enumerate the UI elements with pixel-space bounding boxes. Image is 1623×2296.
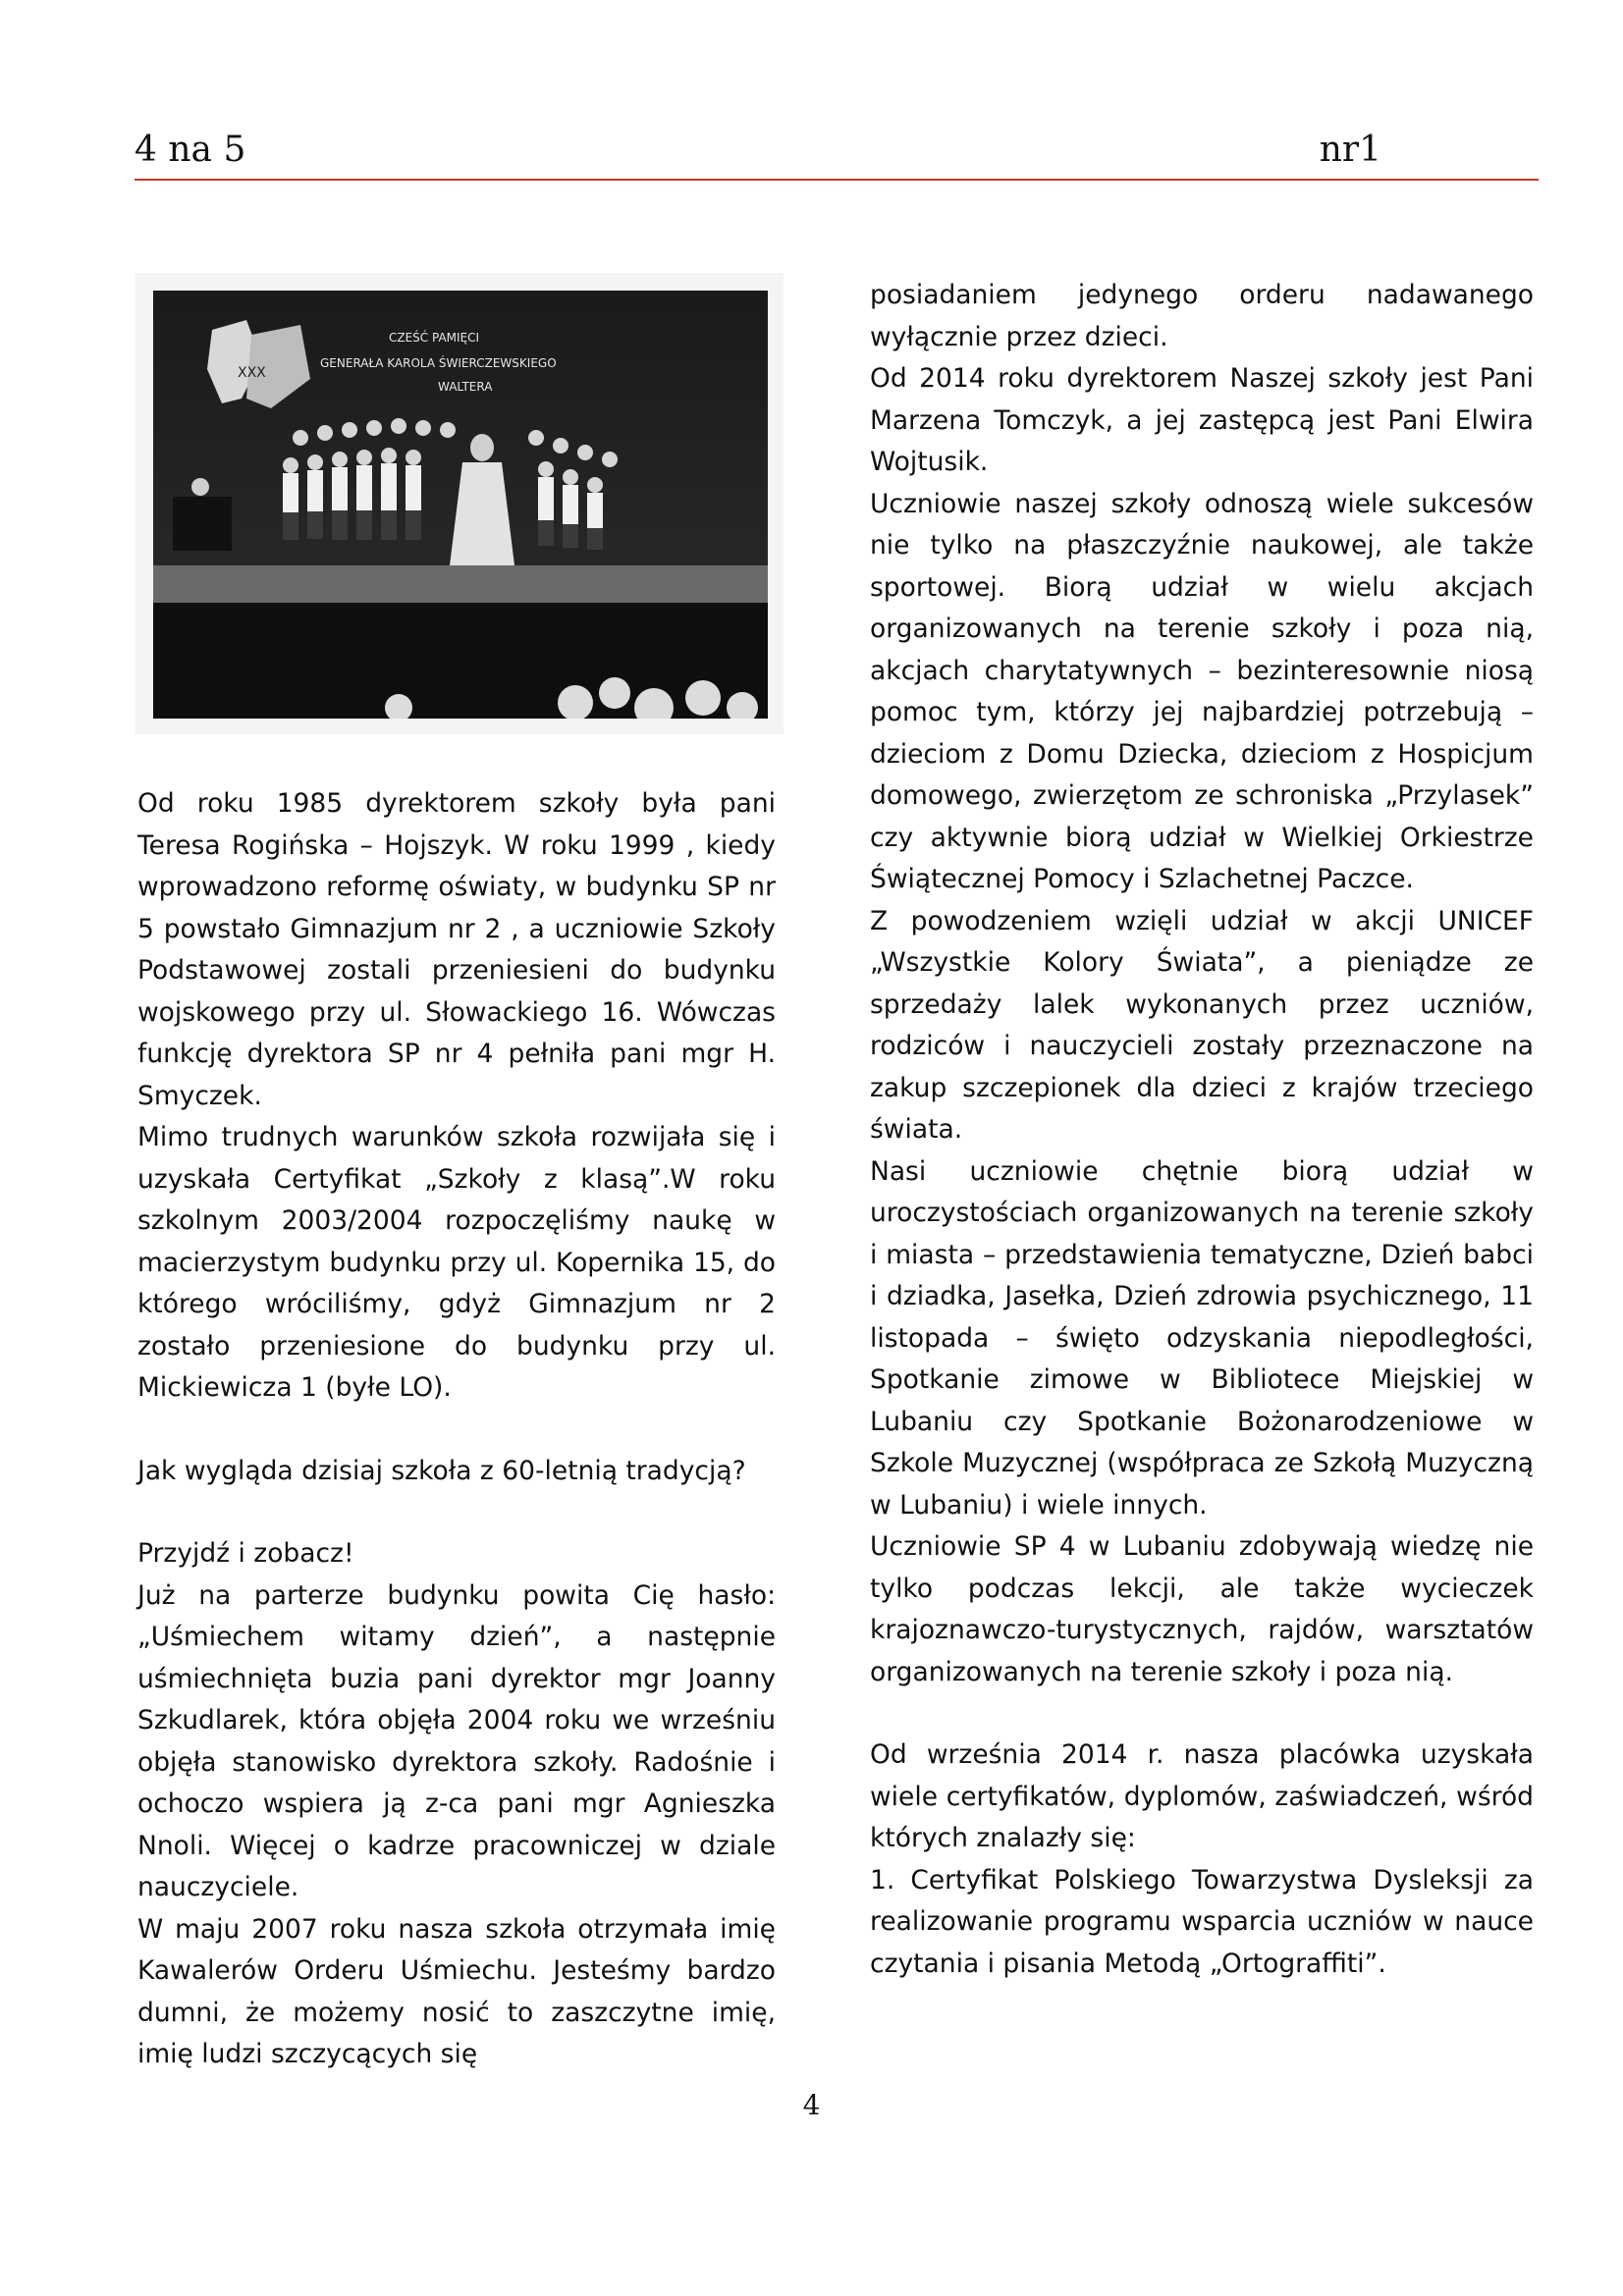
paragraph: Mimo trudnych warunków szkoła rozwijała się i uzyskała Certyfikat „Szkoły z klasą”.W roku szkolnym 2003/2004 rozpoczęliśmy naukę w macierzystym budynku przy ul. Kopernika 15, do którego wróciliśmy, gdyż Gimnazjum nr 2 zostało przeniesione do budynku przy ul. Mickiewicza 1 (byłe LO).	[137, 1122, 776, 1403]
paragraph: W maju 2007 roku nasza szkoła otrzymała imię Kawalerów Orderu Uśmiechu. Jesteśmy bardzo dumni, że możemy nosić to zaszczytne imię, imię ludzi szczycących się	[137, 1913, 776, 2069]
banner-emblem: XXX	[238, 365, 266, 381]
banner-line-1: CZEŚĆ PAMIĘCI	[389, 331, 480, 345]
left-column	[137, 783, 776, 2076]
paragraph: posiadaniem jedynego orderu nadawanego wyłącznie przez dzieci.	[870, 280, 1534, 352]
issue-number: nr1	[1319, 130, 1381, 170]
paragraph: Z powodzeniem wzięli udział w akcji UNICEF „Wszystkie Kolory Świata”, a pieniądze ze sprzedaży lalek wykonanych przez uczniów, rodziców i nauczycieli zostały przeznaczone na zakup szczepionek dla dzieci z krajów trzeciego świata.	[870, 905, 1534, 1145]
page-header	[135, 130, 1539, 181]
page-number: 4	[802, 2089, 821, 2121]
paragraph: Od września 2014 r. nasza placówka uzyskała wiele certyfikatów, dyplomów, zaświadczeń, wśród których znalazły się:	[870, 1739, 1534, 1853]
banner-line-3: WALTERA	[438, 380, 493, 394]
paragraph: Od 2014 roku dyrektorem Naszej szkoły jest Pani Marzena Tomczyk, a jej zastępcą jest Pani Elwira Wojtusik.	[870, 363, 1534, 477]
paragraph: Jak wygląda dzisiaj szkoła z 60-letnią tradycją?	[137, 1455, 746, 1486]
paragraph: Przyjdź i zobacz!	[137, 1538, 354, 1569]
banner-line-2: GENERAŁA KAROLA ŚWIERCZEWSKIEGO	[320, 356, 557, 370]
magazine-title: 4 na 5	[135, 130, 246, 170]
paragraph: Nasi uczniowie chętnie biorą udział w uroczystościach organizowanych na terenie szkoły i miasta – przedstawienia tematyczne, Dzień babci i dziadka, Jasełka, Dzień zdrowia psychicznego, 11 listopada – święto odzyskania niepodległości, Spotkanie zimowe w Bibliotece Miejskiej w Lubaniu czy Spotkanie Bożonarodzeniowe w Szkole Muzycznej (współpraca ze Szkołą Muzyczną w Lubaniu) i wiele innych.	[870, 1155, 1534, 1521]
right-column	[870, 275, 1534, 1985]
paragraph: Uczniowie SP 4 w Lubaniu zdobywają wiedzę nie tylko podczas lekcji, ale także wycieczek krajoznawczo-turystycznych, rajdów, warsztatów organizowanych na terenie szkoły i poza nią.	[870, 1531, 1534, 1687]
choir-photo-image	[153, 291, 768, 719]
paragraph: Od roku 1985 dyrektorem szkoły była pani Teresa Rogińska – Hojszyk. W roku 1999 , kiedy wprowadzono reformę oświaty, w budynku SP nr 5 powstało Gimnazjum nr 2 , a uczniowie Szkoły Podstawowej zostali przeniesieni do budynku wojskowego przy ul. Słowackiego 16. Wówczas funkcję dyrektora SP nr 4 pełniła pani mgr H. Smyczek.	[137, 788, 776, 1111]
paragraph: 1. Certyfikat Polskiego Towarzystwa Dysleksji za realizowanie programu wsparcia uczniów w nauce czytania i pisania Metodą „Ortograffiti”.	[870, 1864, 1534, 1979]
choir-photo	[135, 273, 784, 734]
paragraph: Już na parterze budynku powita Cię hasło: „Uśmiechem witamy dzień”, a następnie uśmiechnięta buzia pani dyrektor mgr Joanny Szkudlarek, która objęła 2004 roku we wrześniu objęła stanowisko dyrektora szkoły. Radośnie i ochoczo wspiera ją z-ca pani mgr Agnieszka Nnoli. Więcej o kadrze pracowniczej w dziale nauczyciele.	[137, 1579, 776, 1902]
paragraph: Uczniowie naszej szkoły odnoszą wiele sukcesów nie tylko na płaszczyźnie naukowej, ale także sportowej. Biorą udział w wielu akcjach organizowanych na terenie szkoły i poza nią, akcjach charytatywnych – bezinteresownie niosą pomoc tym, którzy jej najbardziej potrzebują – dzieciom z Domu Dziecka, dzieciom z Hospicjum domowego, zwierzętom ze schroniska „Przylasek” czy aktywnie biorą udział w Wielkiej Orkiestrze Świątecznej Pomocy i Szlachetnej Paczce.	[870, 488, 1534, 894]
